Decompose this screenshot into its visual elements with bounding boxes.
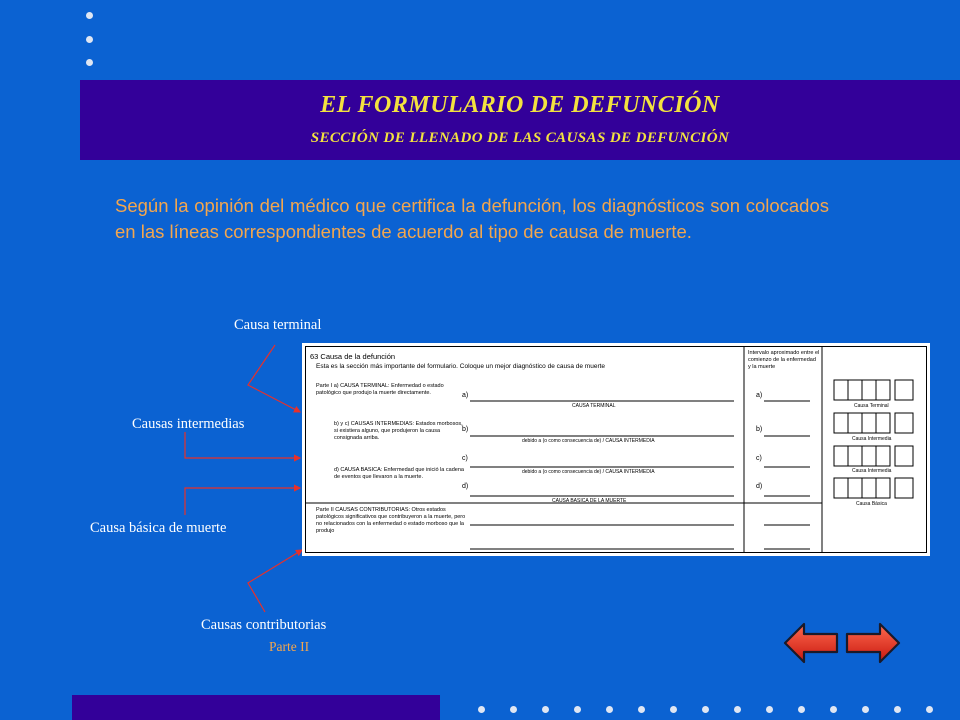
form-heading: 63 Causa de la defunción: [310, 352, 396, 361]
form-code-label: Causa Básica: [856, 501, 887, 507]
previous-slide-button[interactable]: [782, 620, 842, 666]
form-part1-terminal: Parte I a) CAUSA TERMINAL: Enfermedad o estado patológico que produjo la muerte directamente.: [316, 383, 444, 396]
label-parte-ii: Parte II: [269, 639, 310, 654]
form-code-label: Causa Intermedia: [852, 468, 892, 474]
form-line-caption: debido a (o como consecuencia de) / CAUSA INTERMEDIA: [522, 438, 655, 444]
label-causa-basica: Causa básica de muerte: [90, 520, 227, 536]
connector-terminal: [248, 345, 300, 412]
form-interval-letter: b): [756, 426, 763, 433]
connector-basica: [185, 488, 300, 515]
form-line-letter: b): [462, 426, 469, 433]
form-line-letter: a): [462, 392, 469, 399]
right-arrow-icon: [842, 620, 902, 666]
form-line-caption: CAUSA TERMINAL: [572, 403, 616, 409]
form-code-label: Causa Intermedia: [852, 436, 892, 442]
form-part1-intermedias: b) y c) CAUSAS INTERMEDIAS: Estados morbosos, si existiera alguno, que produjeron la causa consignada arriba.: [334, 421, 463, 441]
form-interval-letter: d): [756, 483, 763, 490]
form-line-caption: debido a (o como consecuencia de) / CAUSA INTERMEDIA: [522, 469, 655, 475]
form-line-caption: CAUSA BASICA DE LA MUERTE: [552, 498, 627, 504]
form-instruction: Esta es la sección más importante del formulario. Coloque un mejor diagnóstico de causa de muerte: [316, 363, 606, 370]
page-subtitle: SECCIÓN DE LLENADO DE LAS CAUSAS DE DEFUNCIÓN: [310, 130, 730, 146]
form-part1-basica: d) CAUSA BASICA: Enfermedad que inició la cadena de eventos que llevaron a la muerte.: [334, 467, 464, 480]
body-paragraph: Según la opinión del médico que certifica la defunción, los diagnósticos son colocados en las líneas correspondientes de acuerdo al tipo de causa de muerte.: [115, 195, 829, 242]
form-code-label: Causa Terminal: [854, 403, 889, 409]
form-interval-letter: c): [756, 455, 762, 462]
page-title: EL FORMULARIO DE DEFUNCIÓN: [320, 92, 720, 118]
form-interval-header: Intervalo aproximado entre el comienzo de la enfermedad y la muerte: [748, 350, 820, 370]
form-line-letter: d): [462, 483, 469, 490]
label-causas-contributorias: Causas contributorias: [201, 617, 327, 633]
connector-intermedias: [185, 432, 300, 458]
footer-bar: [72, 695, 440, 720]
connector-contributorias: [248, 550, 302, 612]
left-arrow-icon: [782, 620, 842, 666]
form-line-letter: c): [462, 455, 468, 462]
form-part2: Parte II CAUSAS CONTRIBUTORIAS: Otros estados patológicos significativos que contribuyeron a la muerte, pero no relacionados con la enfermedad o estado morboso que la produjo: [316, 507, 466, 534]
next-slide-button[interactable]: [842, 620, 902, 666]
death-certificate-form-image: [302, 343, 930, 556]
form-interval-letter: a): [756, 392, 763, 399]
label-causas-intermedias: Causas intermedias: [132, 416, 245, 432]
label-causa-terminal: Causa terminal: [234, 317, 322, 333]
